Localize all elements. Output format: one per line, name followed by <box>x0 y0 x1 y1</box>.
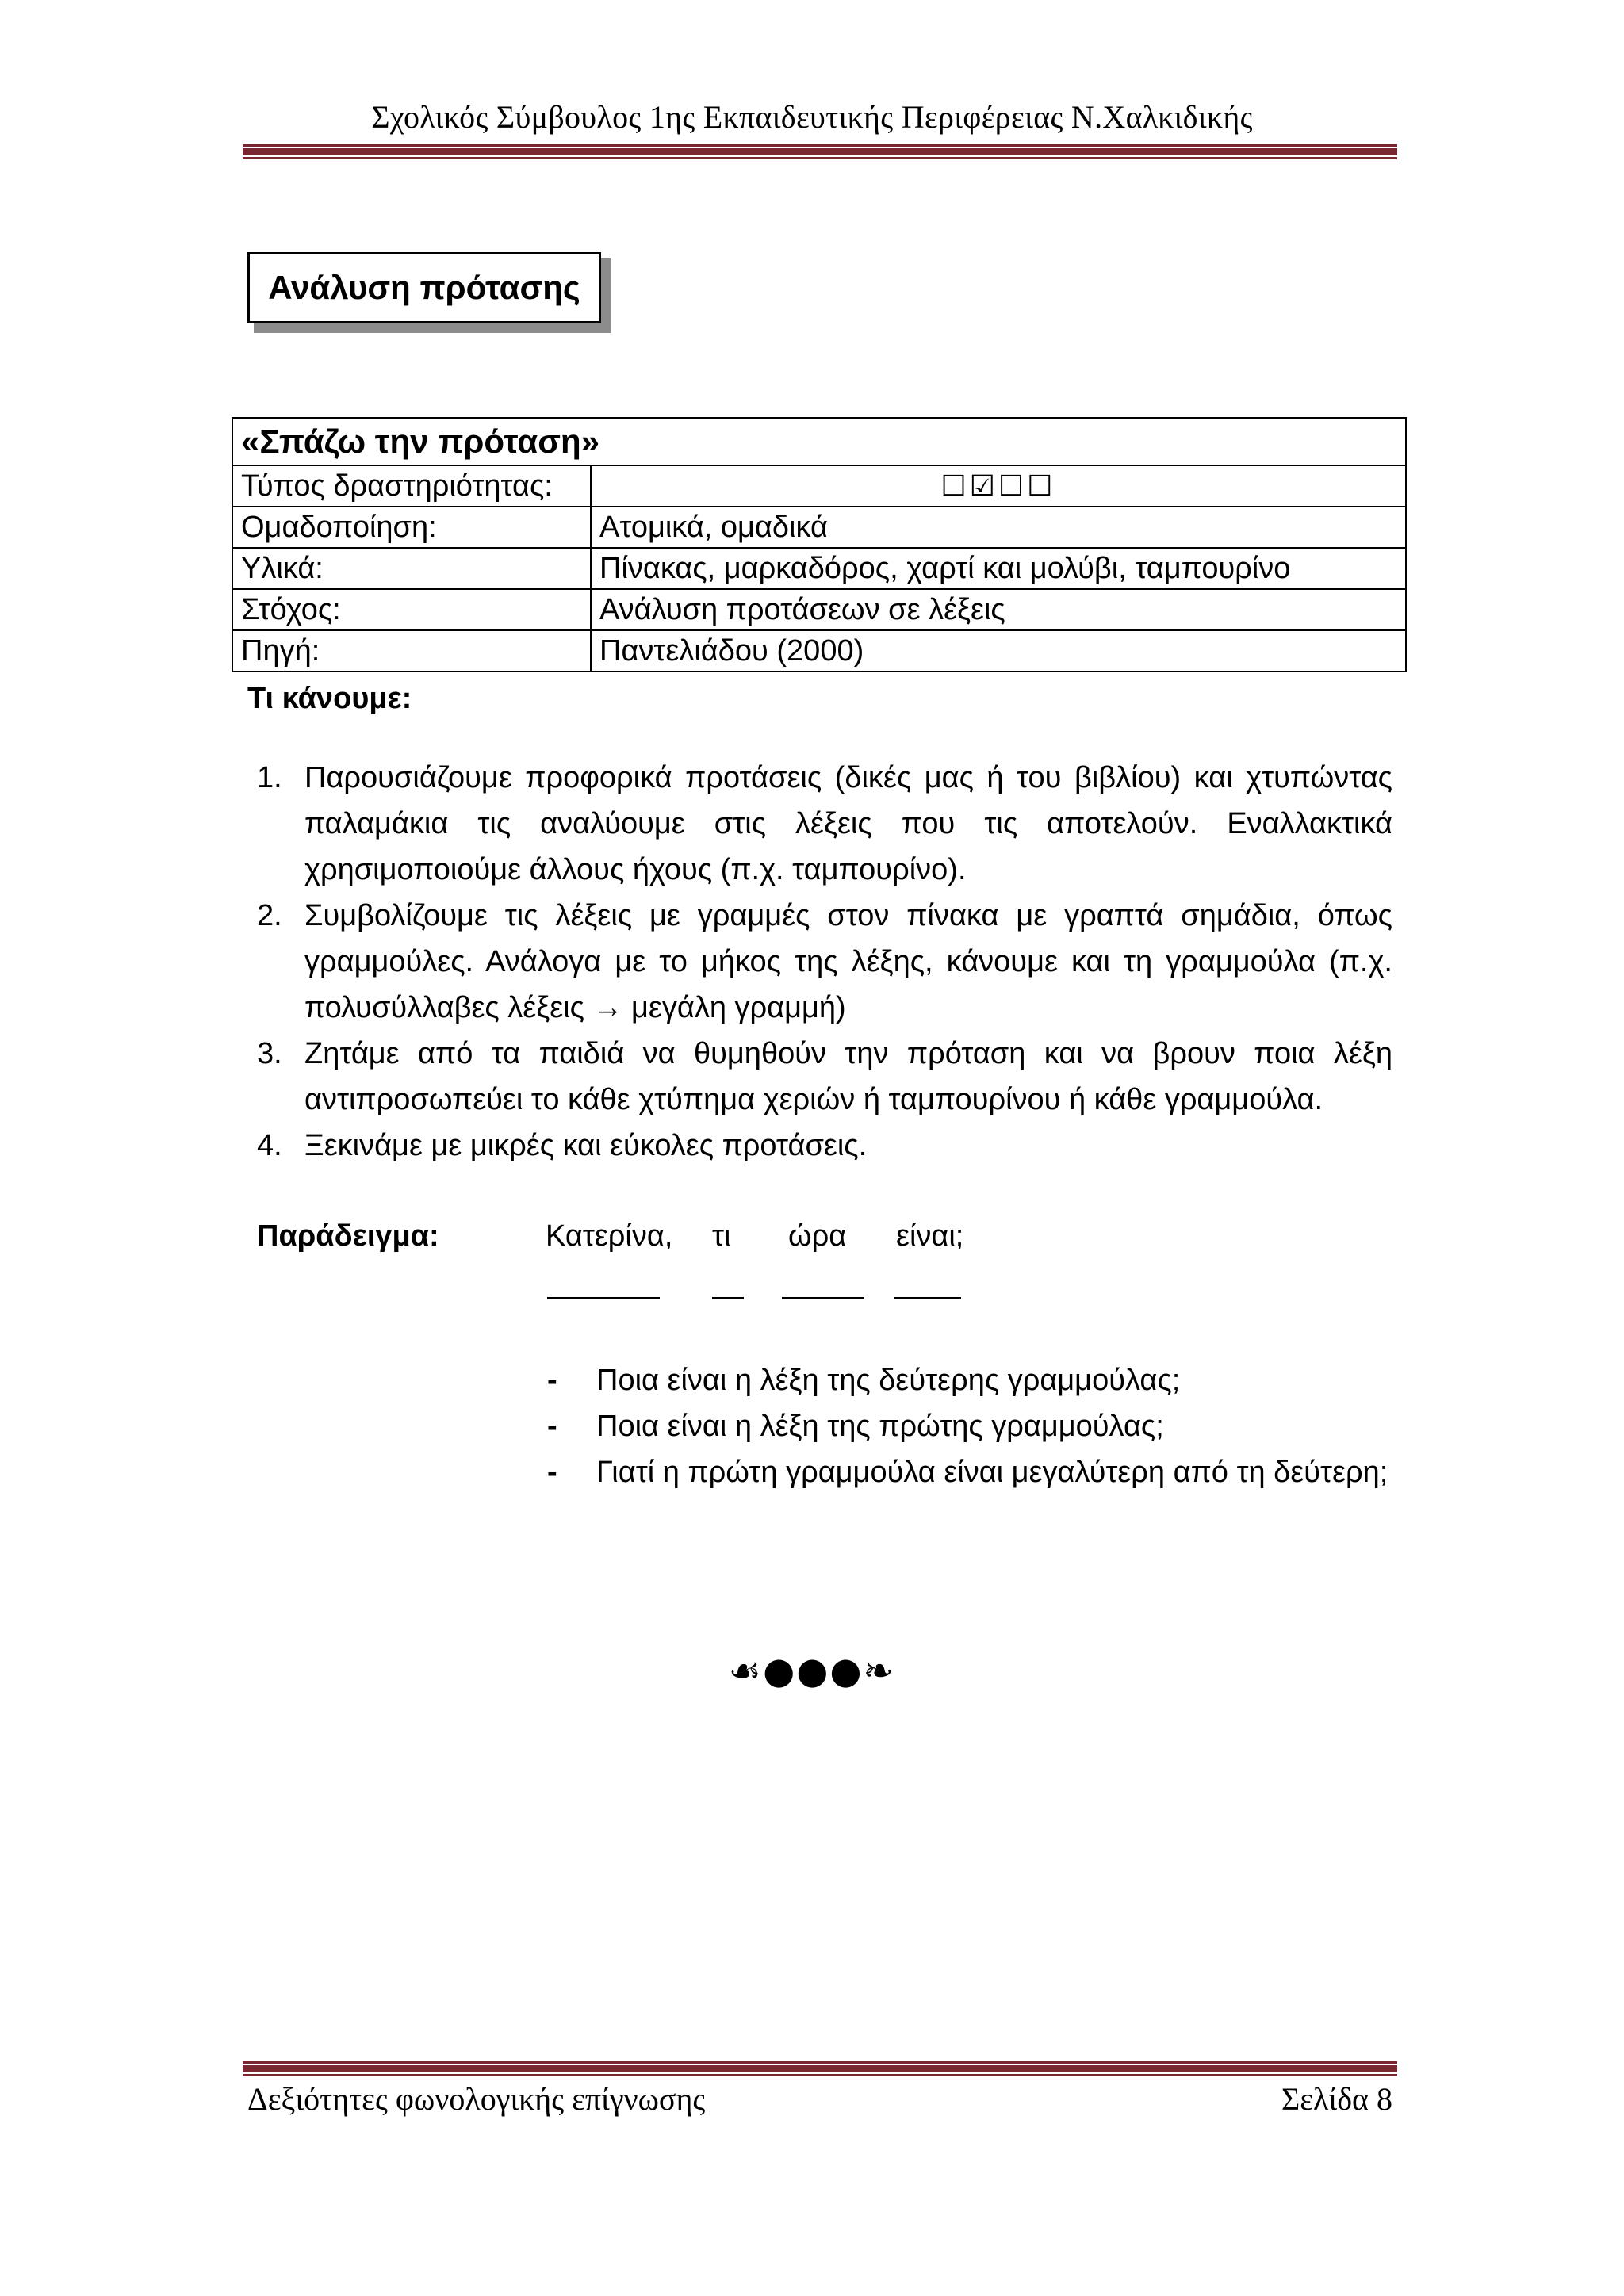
bullet-dash: - <box>547 1364 557 1397</box>
step-number: 2. <box>257 899 282 932</box>
question-text: Ποια είναι η λέξη της πρώτης γραμμούλας; <box>596 1410 1164 1443</box>
what-we-do-heading: Τι κάνουμε: <box>247 682 412 715</box>
source-label: Πηγή: <box>232 630 591 672</box>
step-text: Συμβολίζουμε τις λέξεις με γραμμές στον πίνακα με γραπτά σημάδια, όπως γραμμούλες. Ανάλογα με το μήκος της λέξης, κάνουμε και τη γραμμούλα (π.χ. πολυσύλλαβες λέξεις <box>304 899 1392 1024</box>
question-text: Ποια είναι η λέξη της δεύτερης γραμμούλας; <box>596 1364 1181 1397</box>
example-questions <box>547 1357 1391 1495</box>
materials-value: Πίνακας, μαρκαδόρος, χαρτί και μολύβι, ταμπουρίνο <box>591 548 1406 589</box>
list-item <box>247 1031 1392 1123</box>
step-number: 1. <box>257 761 282 794</box>
activity-type-label: Τύπος δραστηριότητας: <box>232 465 591 507</box>
example-word: τι <box>712 1219 731 1253</box>
bullet-dash: - <box>547 1410 557 1443</box>
example-word: ώρα <box>788 1219 847 1253</box>
example-label: Παράδειγμα: <box>257 1219 439 1253</box>
table-row <box>232 465 1406 507</box>
word-line <box>547 1297 660 1299</box>
step-text-end: μεγάλη γραμμή) <box>622 991 846 1024</box>
step-number: 3. <box>257 1037 282 1070</box>
list-item <box>247 893 1392 1031</box>
table-row <box>232 507 1406 548</box>
steps-list <box>247 755 1392 1169</box>
header-rule-thick <box>243 148 1397 155</box>
example-word: Κατερίνα, <box>546 1219 673 1253</box>
bullet-dash: - <box>547 1456 557 1489</box>
activity-title-row <box>232 418 1406 465</box>
list-item <box>247 1123 1392 1169</box>
list-item <box>547 1403 1391 1449</box>
table-row <box>232 589 1406 630</box>
footer-title: Δεξιότητες φωνολογικής επίγνωσης <box>247 2081 706 2117</box>
activity-title: «Σπάζω την πρόταση» <box>232 418 1406 465</box>
word-line <box>894 1297 961 1299</box>
arrow-right-icon: → <box>592 991 623 1024</box>
list-item <box>547 1357 1391 1403</box>
section-title: Ανάλυση πρότασης <box>247 252 601 323</box>
list-item <box>247 755 1392 893</box>
ornament-divider: ☙●●●❧ <box>728 1649 896 1692</box>
page-header: Σχολικός Σύμβουλος 1ης Εκπαιδευτικής Περιφέρειας Ν.Χαλκιδικής <box>371 99 1253 135</box>
goal-label: Στόχος: <box>232 589 591 630</box>
word-line <box>712 1297 744 1299</box>
materials-label: Υλικά: <box>232 548 591 589</box>
example-word: είναι; <box>896 1219 964 1253</box>
header-rule-thin <box>243 144 1397 147</box>
page-number: Σελίδα 8 <box>1281 2081 1392 2117</box>
activity-info-table <box>232 417 1407 672</box>
word-line <box>782 1297 864 1299</box>
header-rule-thin-bottom <box>243 157 1397 159</box>
step-text: Παρουσιάζουμε προφορικά προτάσεις (δικές μας ή του βιβλίου) και χτυπώντας παλαμάκια τις αναλύουμε στις λέξεις που τις αποτελούν. Εναλλακτικά χρησιμοποιούμε άλλους ήχους (π.χ. ταμπουρίνο). <box>304 761 1392 886</box>
activity-type-checkboxes: ☐☑☐☐ <box>591 465 1406 507</box>
table-row <box>232 630 1406 672</box>
footer-rule-thin <box>243 2061 1397 2064</box>
step-text: Ζητάμε από τα παιδιά να θυμηθούν την πρόταση και να βρουν ποια λέξη αντιπροσωπεύει το κάθε χτύπημα χεριών ή ταμπουρίνου ή κάθε γραμμούλα. <box>304 1037 1392 1116</box>
table-row <box>232 548 1406 589</box>
footer-rule-thick <box>243 2065 1397 2072</box>
footer-rule-thin-bottom <box>243 2074 1397 2076</box>
grouping-label: Ομαδοποίηση: <box>232 507 591 548</box>
source-value: Παντελιάδου (2000) <box>591 630 1406 672</box>
grouping-value: Ατομικά, ομαδικά <box>591 507 1406 548</box>
step-number: 4. <box>257 1129 282 1162</box>
section-title-box <box>247 252 601 323</box>
step-text: Ξεκινάμε με μικρές και εύκολες προτάσεις. <box>304 1129 868 1162</box>
list-item <box>547 1449 1391 1495</box>
question-text: Γιατί η πρώτη γραμμούλα είναι μεγαλύτερη από τη δεύτερη; <box>596 1456 1388 1489</box>
goal-value: Ανάλυση προτάσεων σε λέξεις <box>591 589 1406 630</box>
